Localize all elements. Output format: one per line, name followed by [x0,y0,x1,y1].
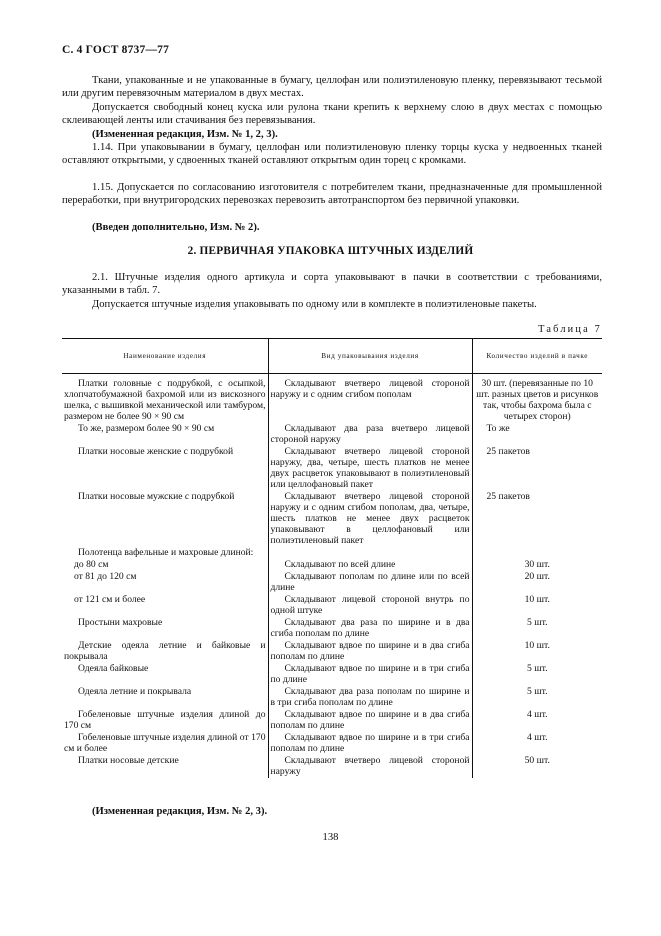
cell-quantity: 50 шт. [472,755,602,778]
cell-method: Складывают два раза пополам по ширине и в три сгиба пополам по длине [268,686,472,709]
cell-method: Складывают вдвое по ширине и в три сгиба пополам по длине [268,732,472,755]
cell-method: Складывают вчетверо лицевой стороной наружу и с одним сгибом пополам [268,374,472,424]
table-row [62,663,602,686]
table-row [62,374,602,424]
cell-item: Платки носовые женские с подрубкой [78,446,234,457]
cell-method: Складывают вдвое по ширине и в три сгиба по длине [268,663,472,686]
table-row [62,559,602,571]
cell-quantity [472,547,602,559]
table-caption: Таблица 7 [538,324,602,335]
cell-method: Складывают вчетверо лицевой стороной наружу и с одним сгибом пополам, два, четыре, шесть платков не менее двух расцветок упаковывают в целлофановый или полиэтиленовый пакет [268,491,472,547]
cell-item: Полотенца вафельные и махровые длиной: [78,547,254,558]
cell-item: Гобеленовые штучные изделия длиной от 170 см и более [64,732,266,754]
table-row [62,686,602,709]
table-row [62,571,602,594]
paragraph: Допускается свободный конец куска или рулона ткани крепить к верхнему слою в двух местах с помощью склеивающей ленты или стачивания без перевязывания. [62,102,602,126]
table-header-row [62,339,602,374]
column-header-packing-method: Вид упаковывания изделия [268,339,472,374]
cell-quantity: 10 шт. [472,640,602,663]
cell-method: Складывают по всей длине [268,559,472,571]
cell-method: Складывают вчетверо лицевой стороной наружу, два, четыре, шесть платков не менее двух расцветок упаковывают в полиэтиленовый или целлофановый пакет [268,446,472,491]
cell-quantity: 25 пакетов [472,491,602,547]
table-row [62,446,602,491]
paragraph-2-1: 2.1. Штучные изделия одного артикула и сорта упаковывают в пачки в соответствии с требованиями, указанными в табл. 7. [62,272,602,296]
cell-quantity: 30 шт. [472,559,602,571]
table-row [62,423,602,446]
table-row [62,491,602,547]
cell-quantity: 4 шт. [472,709,602,732]
table-row [62,755,602,778]
cell-quantity: 5 шт. [472,663,602,686]
cell-item: То же, размером более 90 × 90 см [78,423,215,434]
cell-quantity: 20 шт. [472,571,602,594]
cell-quantity: 5 шт. [472,686,602,709]
cell-item: Платки носовые детские [78,755,179,766]
cell-item: Платки носовые мужские с подрубкой [78,491,235,502]
cell-quantity: 30 шт. (перевязанные по 10 шт. разных цветов и рисунков так, чтобы бахрома была с четырех сторон) [472,374,602,424]
table-row [62,547,602,559]
page-number: 138 [322,832,339,843]
column-header-item-name: Наименование изделия [62,339,268,374]
paragraph-1-15: 1.15. Допускается по согласованию изготовителя с потребителем ткани, предназначенные для промышленной переработки, при внутригородских перевозках перевозить автотранспортом без первичной упаковки. [62,182,602,206]
table-row [62,617,602,640]
table-row [62,640,602,663]
cell-quantity: 25 пакетов [472,446,602,491]
table-row [62,594,602,617]
amendment-note: (Измененная редакция, Изм. № 1, 2, 3). [92,129,278,140]
cell-item: Гобеленовые штучные изделия длиной до 170 см [64,709,266,731]
cell-method: Складывают вчетверо лицевой стороной наружу [268,755,472,778]
addition-note: (Введен дополнительно, Изм. № 2). [92,222,260,233]
cell-quantity: 4 шт. [472,732,602,755]
cell-method: Складывают вдвое по ширине и в два сгиба пополам по длине [268,640,472,663]
page-header: С. 4 ГОСТ 8737—77 [62,44,170,56]
paragraph-1-14: 1.14. При упаковывании в бумагу, целлофан или полиэтиленовую пленку торцы куска у недвоенных тканей оставляют открытыми, у сдвоенных тканей оставляют открытым один торец с кромками. [62,142,602,166]
cell-item: от 121 см и более [74,594,146,605]
table-row [62,732,602,755]
cell-method: Складывают пополам по длине или по всей длине [268,571,472,594]
section-title: 2. ПЕРВИЧНАЯ УПАКОВКА ШТУЧНЫХ ИЗДЕЛИЙ [187,245,474,257]
cell-item: Детские одеяла летние и байковые и покрывала [64,640,266,662]
cell-item: Одеяла летние и покрывала [78,686,192,697]
cell-method: Складывают лицевой стороной внутрь по одной штуке [268,594,472,617]
table-row [62,709,602,732]
cell-method [268,547,472,559]
paragraph: Допускается штучные изделия упаковывать по одному или в комплекте в полиэтиленовые пакеты. [92,299,537,310]
cell-method: Складывают два раза вчетверо лицевой стороной наружу [268,423,472,446]
cell-item: Простыни махровые [78,617,163,628]
cell-item: от 81 до 120 см [74,571,137,582]
cell-item: Платки головные с подрубкой, с осыпкой, хлопчатобумажной бахромой или из вискозного шелка, с вышивкой механической или тамбуром, размером не более 90 × 90 см [64,378,266,422]
cell-quantity: 5 шт. [472,617,602,640]
column-header-quantity: Количество изделий в пачке [472,339,602,374]
cell-method: Складывают два раза по ширине и в два сгиба пополам по длине [268,617,472,640]
cell-item: до 80 см [74,559,109,570]
packaging-table [62,338,602,778]
amendment-note-footer: (Измененная редакция, Изм. № 2, 3). [92,806,268,817]
paragraph: Ткани, упакованные и не упакованные в бумагу, целлофан или полиэтиленовую пленку, перевязывают тесьмой или другим перевязочным материалом в двух местах. [62,75,602,99]
cell-quantity: 10 шт. [472,594,602,617]
cell-method: Складывают вдвое по ширине и в два сгиба пополам по длине [268,709,472,732]
cell-item: Одеяла байковые [78,663,149,674]
cell-quantity: То же [472,423,602,446]
